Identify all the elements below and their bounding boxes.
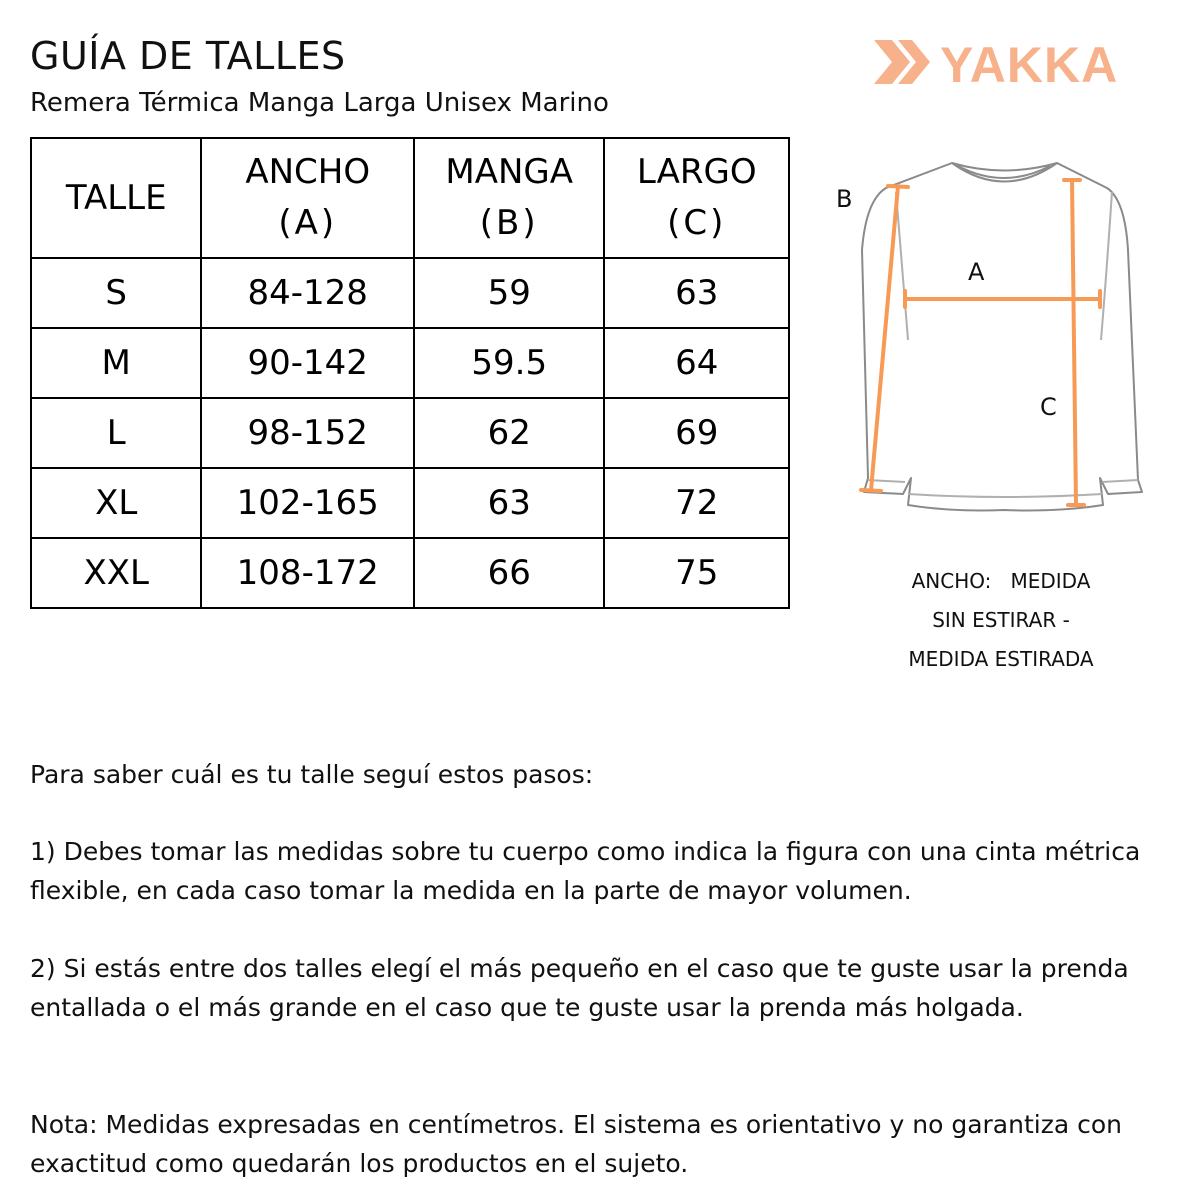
cell-ancho: 98-152	[201, 398, 414, 468]
cell-largo: 75	[604, 538, 789, 608]
cell-ancho: 108-172	[201, 538, 414, 608]
cell-talle: XXL	[31, 538, 201, 608]
cell-manga: 59	[414, 258, 605, 328]
cell-ancho: 90-142	[201, 328, 414, 398]
measurement-note: Nota: Medidas expresadas en centímetros. El sistema es orientativo y no garantiza con exactitud como quedarán los productos en el sujeto.	[30, 1110, 1122, 1178]
table-row	[31, 538, 789, 608]
shirt-measurement-diagram	[830, 150, 1200, 530]
cell-manga: 59.5	[414, 328, 605, 398]
ancho-note-line: SIN ESTIRAR -	[932, 608, 1070, 632]
label-c: C	[1040, 393, 1057, 421]
header-ancho: ANCHO (A)	[201, 138, 414, 258]
header-manga: MANGA (B)	[414, 138, 605, 258]
ancho-note-line: MEDIDA ESTIRADA	[908, 647, 1094, 671]
cell-manga: 62	[414, 398, 605, 468]
cell-ancho: 84-128	[201, 258, 414, 328]
instructions-intro: Para saber cuál es tu talle seguí estos pasos:	[30, 760, 594, 789]
table-header-row	[31, 138, 789, 258]
cell-talle: L	[31, 398, 201, 468]
cell-largo: 63	[604, 258, 789, 328]
cell-largo: 64	[604, 328, 789, 398]
long-sleeve-shirt-icon	[862, 163, 1142, 510]
product-subtitle: Remera Térmica Manga Larga Unisex Marino	[30, 88, 609, 118]
cell-manga: 66	[414, 538, 605, 608]
page-title: GUÍA DE TALLES	[30, 34, 346, 78]
ancho-note-line: ANCHO: MEDIDA	[911, 569, 1091, 593]
table-row	[31, 258, 789, 328]
ancho-note	[860, 562, 1142, 679]
cell-largo: 72	[604, 468, 789, 538]
cell-ancho: 102-165	[201, 468, 414, 538]
cell-largo: 69	[604, 398, 789, 468]
logo-text: YAKKA	[940, 37, 1119, 88]
header-talle: TALLE	[31, 138, 201, 258]
cell-talle: XL	[31, 468, 201, 538]
cell-talle: M	[31, 328, 201, 398]
label-a: A	[968, 258, 985, 286]
instructions-step-2: 2) Si estás entre dos talles elegí el más pequeño en el caso que te guste usar la prenda entallada o el más grande en el caso que te guste usar la prenda más holgada.	[30, 954, 1129, 1022]
cell-manga: 63	[414, 468, 605, 538]
size-chart-table	[30, 137, 790, 609]
instructions-step-1: 1) Debes tomar las medidas sobre tu cuerpo como indica la figura con una cinta métrica flexible, en cada caso tomar la medida en la parte de mayor volumen.	[30, 837, 1141, 905]
header-largo: LARGO (C)	[604, 138, 789, 258]
table-row	[31, 328, 789, 398]
table-row	[31, 468, 789, 538]
cell-talle: S	[31, 258, 201, 328]
yakka-logo	[872, 36, 1172, 88]
table-row	[31, 398, 789, 468]
label-b: B	[836, 185, 853, 213]
